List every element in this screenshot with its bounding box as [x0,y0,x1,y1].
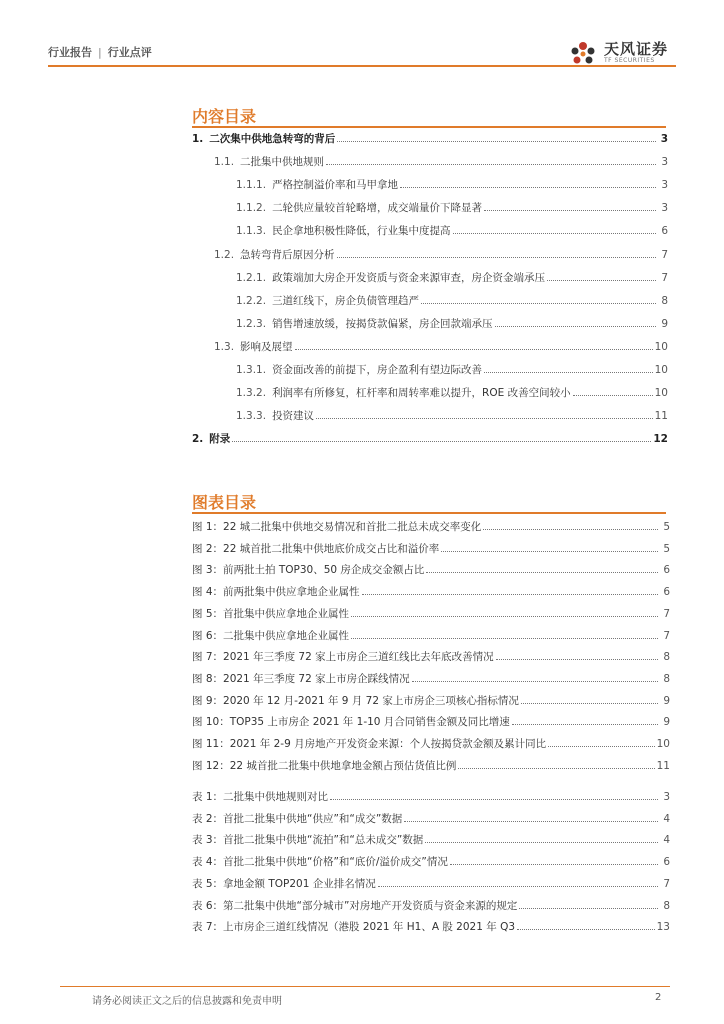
table-entry[interactable] [192,854,670,870]
toc-entry-title: 民企拿地积极性降低，行业集中度提高 [272,225,451,237]
figures-title-underline [192,512,666,514]
toc-entry[interactable] [236,223,668,239]
toc-entry-number: 1.1.2. [236,202,267,214]
table-entry[interactable] [192,898,670,914]
figure-entry-page: 6 [663,586,670,598]
figure-entry-leader [441,551,658,552]
toc-entry-title: 影响及展望 [240,341,293,353]
toc-entry-number: 1.1. [214,156,235,168]
figure-entry-page: 8 [663,673,670,685]
toc-entry[interactable] [236,408,668,424]
page-header [48,38,676,72]
table-entry-title: 表 6：第二批集中供地“部分城市”对房地产开发资质与资金来源的规定 [192,900,518,912]
figure-entry[interactable] [192,562,670,578]
toc-entry-title: 附录 [209,433,231,445]
figure-entry[interactable] [192,693,670,709]
toc-entry-page: 3 [661,179,668,191]
footer-divider [60,986,670,987]
table-entry-page: 7 [663,878,670,890]
figure-entry-leader [496,659,658,660]
toc-entry-leader [421,303,656,304]
toc-entry-number: 1.2.2. [236,295,267,307]
toc-entry-page: 9 [661,318,668,330]
figure-entry-title: 图 7：2021 年三季度 72 家上市房企三道红线比去年底改善情况 [192,651,494,663]
table-entry[interactable] [192,789,670,805]
toc-entry-page: 11 [654,410,668,422]
figure-entry-leader [412,681,658,682]
table-entry-page: 4 [663,813,670,825]
toc-entry[interactable] [236,293,668,309]
table-entry-page: 13 [656,921,670,933]
toc-entry[interactable] [214,339,668,355]
toc-entry-page: 3 [661,202,668,214]
header-divider [48,65,676,67]
toc-entry-leader [232,441,651,442]
table-entry-page: 3 [663,791,670,803]
logo-subtitle: TF SECURITIES [604,57,655,64]
figure-entry-page: 7 [663,608,670,620]
toc-entry-leader [400,187,656,188]
report-subtype: 行业点评 [107,46,152,59]
toc-entry[interactable] [236,270,668,286]
figure-entry-leader [426,572,658,573]
toc-entry-title: 严格控制溢价率和马甲拿地 [272,179,399,191]
toc-entry-number: 1.2.1. [236,272,267,284]
figure-entry-page: 8 [663,651,670,663]
toc-entry[interactable] [214,247,668,263]
figure-entry-title: 图 5：首批集中供应拿地企业属性 [192,608,350,620]
figure-entry-page: 10 [656,738,670,750]
toc-entry-number: 1.2. [214,249,235,261]
toc-entry-leader [337,257,656,258]
toc-entry[interactable] [214,154,668,170]
table-entry[interactable] [192,919,670,935]
toc-entry-number: 1.3.2. [236,387,267,399]
figure-entry[interactable] [192,606,670,622]
figure-entry[interactable] [192,519,670,535]
figure-entry-title: 图 10：TOP35 上市房企 2021 年 1-10 月合同销售金额及同比增速 [192,716,510,728]
toc-title: 内容目录 [192,107,257,126]
toc-entry-leader [484,372,653,373]
figure-entry-leader [458,768,654,769]
figure-entry-title: 图 6：二批集中供应拿地企业属性 [192,630,350,642]
toc-entry-leader [484,210,656,211]
toc-entry-title: 利润率有所修复，杠杆率和周转率难以提升，ROE 改善空间较小 [272,387,571,399]
toc-entry[interactable] [236,362,668,378]
page-number: 2 [655,992,662,1003]
toc-entry-title: 三道红线下，房企负债管理趋严 [272,295,420,307]
figure-entry[interactable] [192,758,670,774]
table-entry-title: 表 5：拿地金额 TOP201 企业排名情况 [192,878,376,890]
toc-entry[interactable] [236,385,668,401]
table-entry-page: 6 [663,856,670,868]
footer-disclaimer: 请务必阅读正文之后的信息披露和免责申明 [92,996,282,1007]
toc-entry-page: 8 [661,295,668,307]
toc-entry-page: 3 [660,133,668,145]
figure-entry-leader [483,529,658,530]
figure-entry-title: 图 8：2021 年三季度 72 家上市房企踩线情况 [192,673,410,685]
company-logo [566,38,676,68]
toc-entry-number: 1.3. [214,341,235,353]
toc-entry-page: 6 [661,225,668,237]
table-entry-leader [517,929,655,930]
table-entry-title: 表 1：二批集中供地规则对比 [192,791,329,803]
table-entry-leader [519,908,658,909]
table-entry-page: 4 [663,834,670,846]
table-entry-leader [378,886,658,887]
toc-entry-title: 二批集中供地规则 [240,156,325,168]
report-type: 行业报告 [48,46,92,59]
toc-entry-page: 7 [661,272,668,284]
table-entry-page: 8 [663,900,670,912]
figure-entry-page: 9 [663,695,670,707]
table-entry-leader [404,821,658,822]
toc-entry-number: 1. [192,133,204,145]
toc-entry-page: 7 [661,249,668,261]
figure-entry-title: 图 2：22 城首批二批集中供地底价成交占比和溢价率 [192,543,440,555]
figure-entry-page: 9 [663,716,670,728]
toc-entry[interactable] [192,131,668,147]
toc-entry-title: 急转弯背后原因分析 [240,249,335,261]
figure-entry[interactable] [192,628,670,644]
toc-entry-number: 1.2.3. [236,318,267,330]
figure-entry[interactable] [192,649,670,665]
toc-entry[interactable] [236,316,668,332]
table-entry-leader [330,799,658,800]
toc-entry-leader [453,233,656,234]
toc-title-underline [192,126,666,128]
header-separator: | [98,46,102,59]
toc-entry-page: 3 [661,156,668,168]
toc-entry[interactable] [192,431,668,447]
figure-entry-leader [362,594,658,595]
toc-entry-page: 10 [654,387,668,399]
toc-entry-page: 10 [654,364,668,376]
toc-entry-leader [316,418,653,419]
toc-entry-number: 1.1.3. [236,225,267,237]
logo-name: 天风证券 [604,40,669,58]
toc-entry-number: 1.1.1. [236,179,267,191]
toc-entry-title: 二次集中供地急转弯的背后 [209,133,336,145]
toc-entry-title: 资金面改善的前提下，房企盈利有望边际改善 [272,364,483,376]
figure-entry[interactable] [192,541,670,557]
figure-entry-title: 图 9：2020 年 12 月-2021 年 9 月 72 家上市房企三项核心指标情况 [192,695,519,707]
table-entry-title: 表 7：上市房企三道红线情况（港股 2021 年 H1、A 股 2021 年 Q3 [192,921,516,933]
figure-entry[interactable] [192,671,670,687]
figure-entry-leader [351,638,658,639]
table-entry[interactable] [192,811,670,827]
figure-entry-title: 图 4：前两批集中供应拿地企业属性 [192,586,360,598]
figure-entry-title: 图 3：前两批土拍 TOP30、50 房企成交金额占比 [192,564,425,576]
table-entry[interactable] [192,832,670,848]
figure-entry-title: 图 11：2021 年 2-9 月房地产开发资金来源：个人按揭贷款金额及累计同比 [192,738,547,750]
toc-entry[interactable] [236,177,668,193]
figure-entry-leader [548,746,655,747]
figure-entry-title: 图 12：22 城首批二批集中供地拿地金额占预估货值比例 [192,760,457,772]
toc-entry-number: 2. [192,433,204,445]
toc-entry-leader [295,349,653,350]
table-entry-title: 表 4：首批二批集中供地“价格”和“底价/溢价成交”情况 [192,856,448,868]
table-entry-title: 表 2：首批二批集中供地“供应”和“成交”数据 [192,813,403,825]
report-category [48,44,152,60]
figure-entry-page: 5 [663,521,670,533]
logo-flower-icon [566,38,600,68]
toc-entry-leader [337,141,656,142]
figures-title: 图表目录 [192,493,257,512]
figure-entry-leader [512,724,658,725]
figure-entry-leader [521,703,658,704]
figure-entry-page: 5 [663,543,670,555]
toc-entry-number: 1.3.3. [236,410,267,422]
figure-entry-page: 6 [663,564,670,576]
toc-entry-title: 投资建议 [272,410,315,422]
toc-entry-number: 1.3.1. [236,364,267,376]
toc-entry-title: 销售增速放缓，按揭贷款偏紧，房企回款端承压 [272,318,493,330]
figure-entry-leader [351,616,658,617]
toc-entry-page: 12 [653,433,668,445]
toc-entry-page: 10 [654,341,668,353]
table-entry-leader [450,864,658,865]
table-entry[interactable] [192,876,670,892]
toc-entry-leader [326,164,656,165]
toc-entry[interactable] [236,200,668,216]
toc-entry-title: 二轮供应量较首轮略增，成交端量价下降显著 [272,202,483,214]
figure-entry[interactable] [192,584,670,600]
figure-entry[interactable] [192,736,670,752]
toc-entry-leader [547,280,656,281]
table-entry-title: 表 3：首批二批集中供地“流拍”和“总未成交”数据 [192,834,424,846]
figure-entry-page: 11 [656,760,670,772]
toc-entry-leader [495,326,656,327]
toc-entry-leader [573,395,653,396]
table-entry-leader [425,842,658,843]
figure-entry[interactable] [192,714,670,730]
figure-entry-page: 7 [663,630,670,642]
toc-entry-title: 政策端加大房企开发资质与资金来源审查，房企资金端承压 [272,272,546,284]
figure-entry-title: 图 1：22 城二批集中供地交易情况和首批二批总未成交率变化 [192,521,482,533]
